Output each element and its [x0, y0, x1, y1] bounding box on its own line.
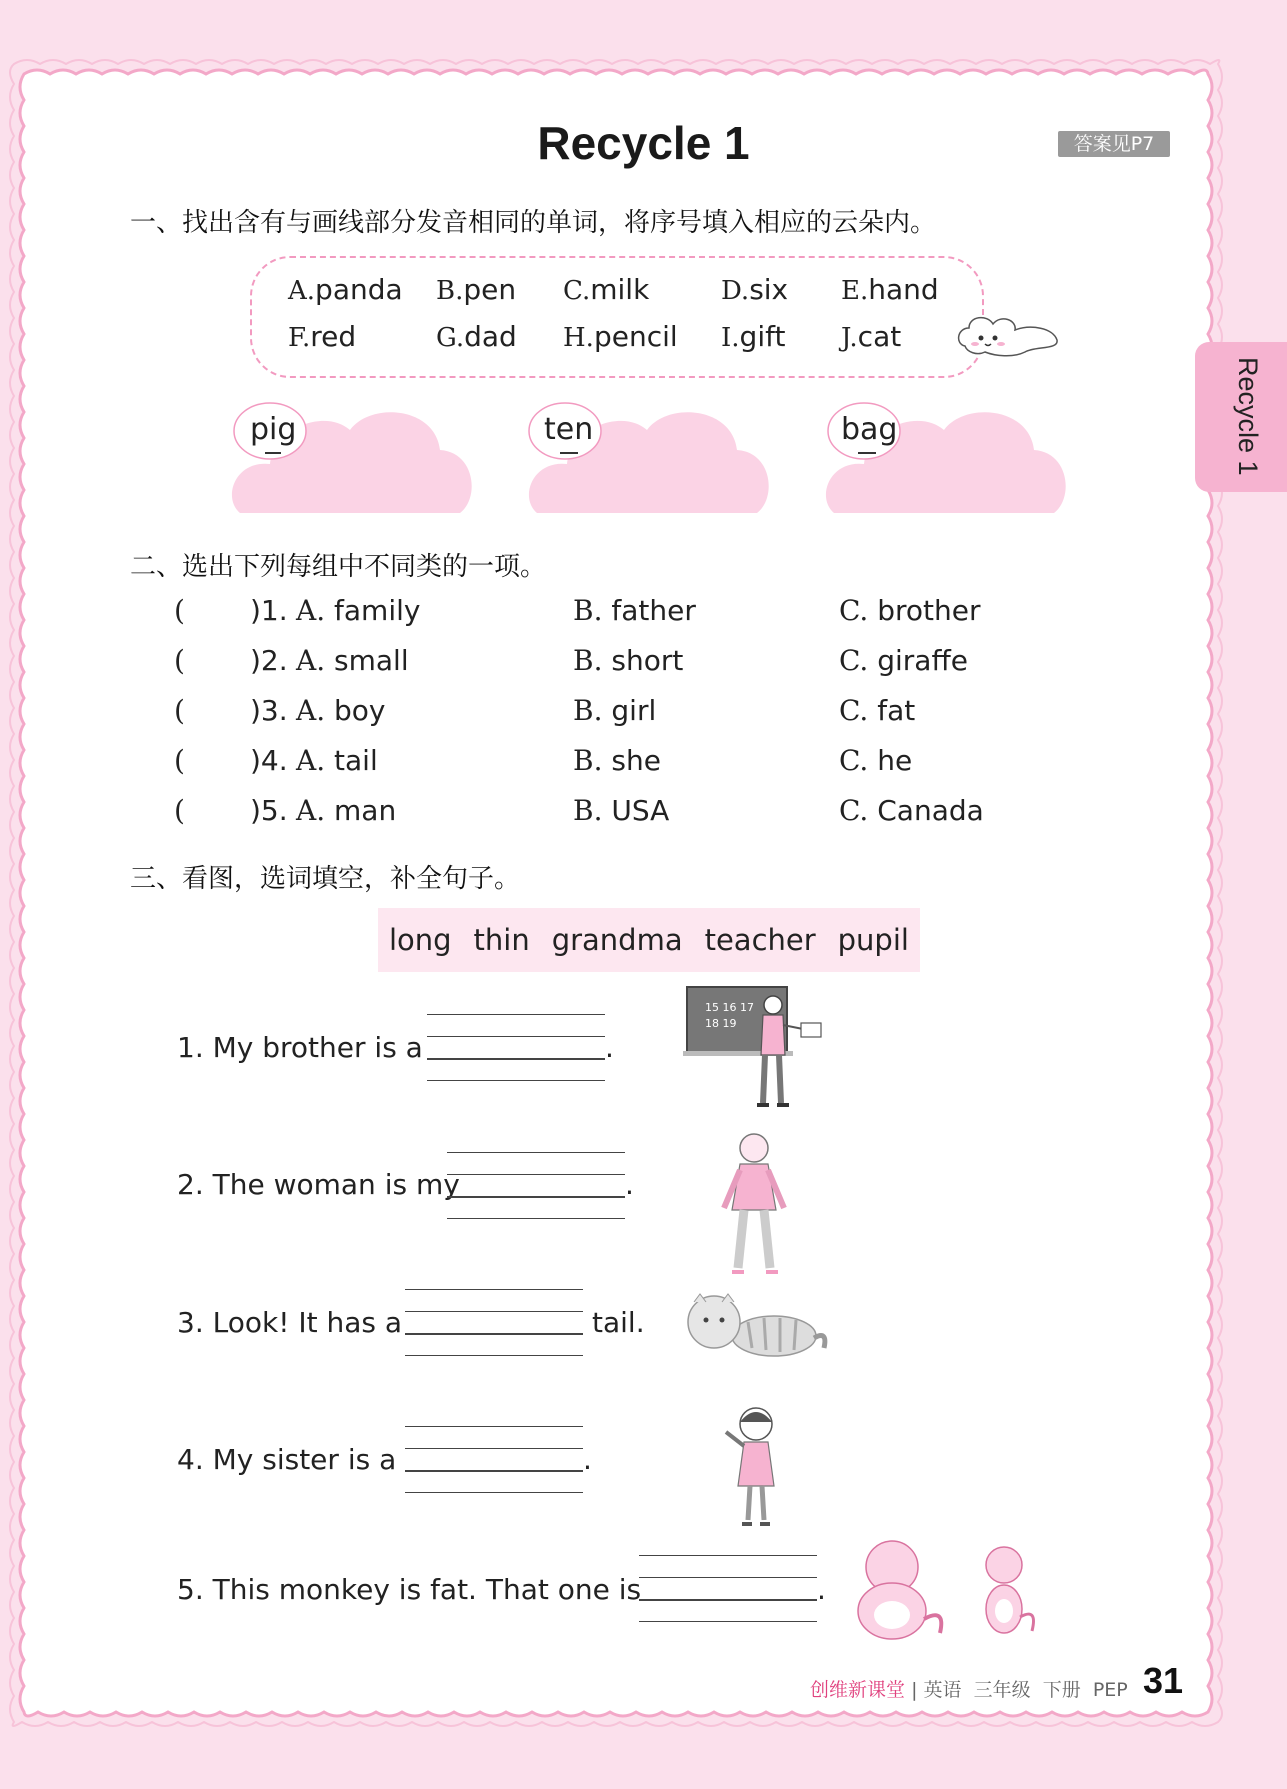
footer-brand: 创维新课堂: [810, 1679, 906, 1701]
sentence-1-end: .: [605, 1031, 614, 1064]
word-bank-item: grandma: [551, 923, 683, 957]
option-c-item: C. Canada: [839, 794, 984, 827]
blank-4[interactable]: [405, 1426, 583, 1492]
page-title: Recycle 1: [537, 117, 750, 169]
sentence-4-text: 4. My sister is a: [177, 1443, 397, 1476]
footer-subject: 英语: [923, 1679, 962, 1701]
word-bank-item: teacher: [704, 923, 816, 957]
option-c: C.milk: [563, 273, 650, 306]
grandma-illustration-icon: [718, 1130, 790, 1280]
girl-illustration-icon: [720, 1402, 788, 1532]
sentence-5-end: .: [817, 1573, 826, 1606]
option-b-item: B. short: [573, 644, 684, 677]
section1-heading: 一、找出含有与画线部分发音相同的单词，将序号填入相应的云朵内。: [130, 208, 937, 238]
question-number: )5.: [250, 794, 288, 827]
page-number: 31: [1143, 1660, 1184, 1701]
option-c-item: C. fat: [839, 694, 916, 727]
cloud-mascot-icon: [955, 306, 1060, 362]
sentence-3-end: tail.: [592, 1306, 645, 1339]
option-e: E.hand: [841, 273, 939, 306]
option-f: F.red: [288, 320, 357, 353]
option-b: B.pen: [436, 273, 517, 306]
option-d: D.six: [721, 273, 789, 306]
blackboard-numbers-bottom: 18 19: [705, 1017, 737, 1030]
underline-e: [560, 452, 578, 454]
question-number: )2.: [250, 644, 288, 677]
option-a-item: A. boy: [296, 694, 386, 727]
answer-blank[interactable]: [194, 596, 250, 630]
answer-blank[interactable]: [194, 796, 250, 830]
sentence-4-end: .: [583, 1443, 592, 1476]
answer-paren-open: (: [174, 594, 185, 627]
section3-heading: 三、看图，选词填空，补全句子。: [130, 864, 521, 894]
cloud-word-ten: ten: [544, 412, 594, 447]
answer-paren-open: (: [174, 644, 185, 677]
answer-blank[interactable]: [194, 696, 250, 730]
option-b-item: B. father: [573, 594, 696, 627]
option-a-item: A. man: [296, 794, 397, 827]
blank-5[interactable]: [639, 1555, 817, 1621]
option-i: I.gift: [721, 320, 786, 353]
footer-series: [810, 1675, 1128, 1702]
teacher-illustration-icon: [683, 985, 828, 1113]
footer-grade: 三年级: [973, 1679, 1031, 1701]
word-bank-item: thin: [473, 923, 530, 957]
option-j: J.cat: [841, 320, 902, 353]
word-bank-item: pupil: [837, 923, 909, 957]
underline-a: [858, 452, 876, 454]
sentence-1-text: 1. My brother is a: [177, 1031, 423, 1064]
option-h: H.pencil: [563, 320, 678, 353]
option-a: A.panda: [288, 273, 403, 306]
answer-reference-badge: 答案见P7: [1058, 131, 1170, 157]
option-c-item: C. brother: [839, 594, 981, 627]
blank-1[interactable]: [427, 1014, 605, 1080]
sentence-3-text: 3. Look! It has a: [177, 1306, 403, 1339]
cloud-word-bag: bag: [841, 412, 898, 447]
option-b-item: B. USA: [573, 794, 670, 827]
side-tab-label: Recycle 1: [1233, 357, 1263, 476]
underline-i: [265, 452, 281, 454]
sentence-5-text: 5. This monkey is fat. That one is: [177, 1573, 642, 1606]
footer-separator: |: [911, 1679, 918, 1701]
blank-3[interactable]: [405, 1289, 583, 1355]
word-bank: [378, 908, 920, 972]
monkeys-illustration-icon: [848, 1535, 1048, 1645]
answer-paren-open: (: [174, 744, 185, 777]
option-g: G.dad: [436, 320, 517, 353]
option-c-item: C. giraffe: [839, 644, 968, 677]
answer-paren-open: (: [174, 694, 185, 727]
sentence-2-end: .: [625, 1168, 634, 1201]
tiger-illustration-icon: [678, 1290, 830, 1362]
option-a-item: A. tail: [296, 744, 378, 777]
question-number: )3.: [250, 694, 288, 727]
option-b-item: B. girl: [573, 694, 657, 727]
option-b-item: B. she: [573, 744, 661, 777]
word-bank-item: long: [388, 923, 452, 957]
cloud-word-pig: pig: [250, 412, 297, 447]
footer-edition: PEP: [1092, 1679, 1128, 1701]
option-c-item: C. he: [839, 744, 913, 777]
section2-heading: 二、选出下列每组中不同类的一项。: [130, 552, 547, 582]
blank-2[interactable]: [447, 1152, 625, 1218]
answer-blank[interactable]: [194, 646, 250, 680]
answer-paren-open: (: [174, 794, 185, 827]
sentence-2-text: 2. The woman is my: [177, 1168, 460, 1201]
answer-blank[interactable]: [194, 746, 250, 780]
side-tab: [1195, 342, 1287, 492]
blackboard-numbers-top: 15 16 17: [705, 1001, 754, 1014]
question-number: )1.: [250, 594, 288, 627]
option-a-item: A. family: [296, 594, 421, 627]
option-a-item: A. small: [296, 644, 409, 677]
footer-volume: 下册: [1042, 1679, 1081, 1701]
question-number: )4.: [250, 744, 288, 777]
